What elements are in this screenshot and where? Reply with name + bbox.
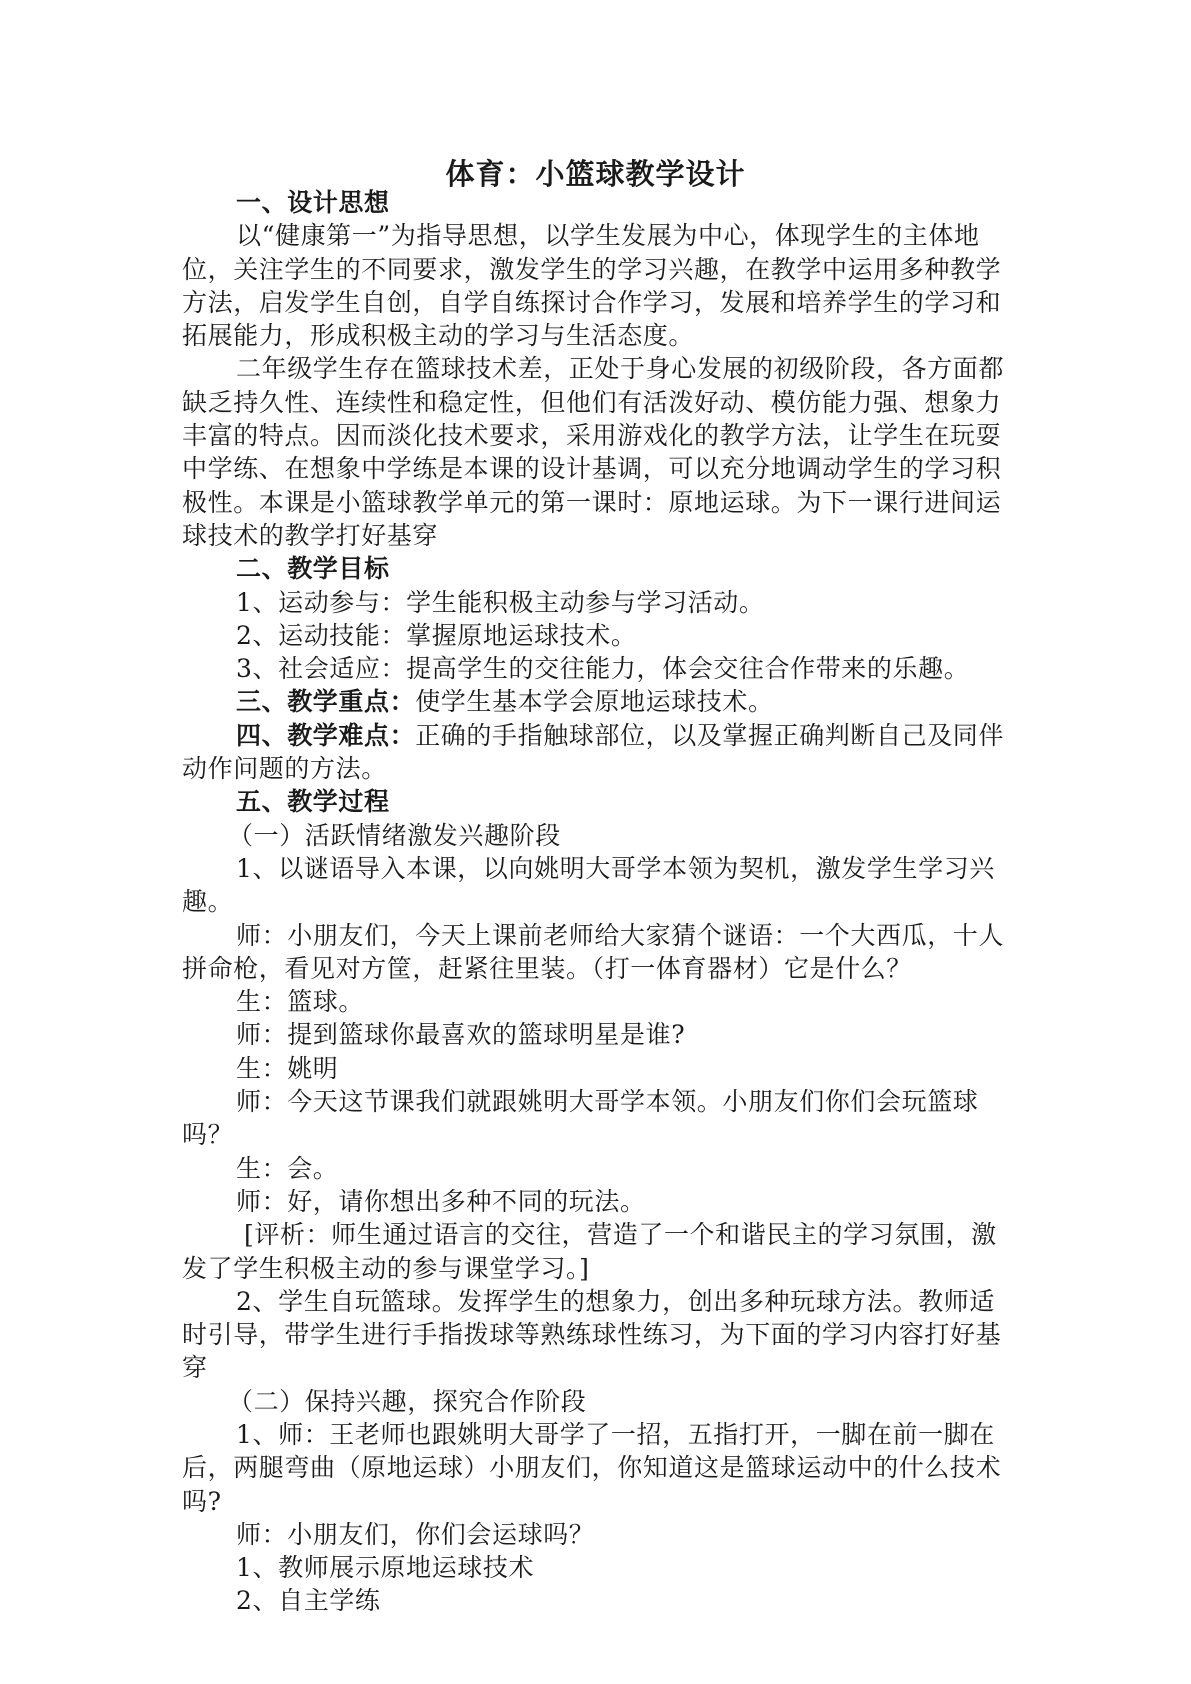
difficulty-text: 正确的手指触球部位，以及掌握正确判断自己及同伴动作问题的方法。 [182,720,1005,784]
paragraph: 2、学生自玩篮球。发挥学生的想象力，创出多种玩球方法。教师适时引导，带学生进行手指拨球等熟练球性练习，为下面的学习内容打好基穿 [182,1286,1002,1383]
list-item: 2、运动技能：掌握原地运球技术。 [236,620,637,650]
dialog-line: 师：小朋友们，你们会运球吗？ [236,1519,595,1549]
stage-heading: （二）保持兴趣，探究合作阶段 [228,1386,587,1416]
paragraph: 以“健康第一”为指导思想，以学生发展为中心，体现学生的主体地位，关注学生的不同要求，激发学生的学习兴趣，在教学中运用多种教学方法，启发学生自创，自学自练探讨合作学习，发展和培养学生的学习和拓展能力，形成积极主动的学习与生活态度。 [182,221,1002,351]
dialog-line: 生：会。 [236,1153,339,1183]
key-point-text: 使学生基本学会原地运球技术。 [415,687,774,717]
list-item: 1、运动参与：学生能积极主动参与学习活动。 [236,587,765,617]
dialog-line: 生：姚明 [236,1053,339,1083]
section-heading-goals: 二、教学目标 [236,554,390,584]
list-item: 2、自主学练 [236,1586,381,1616]
section-heading-difficulty: 四、教学难点： [236,720,416,750]
dialog-line: 师：小朋友们，今天上课前老师给大家猜个谜语：一个大西瓜，十人拼命枪，看见对方筐，赶紧往里装。（打一体育器材）它是什么？ [182,920,1005,983]
dialog-line: 生：篮球。 [236,987,365,1017]
analysis-note: [评析：师生通过语言的交往，营造了一个和谐民主的学习氛围，激发了学生积极主动的参与课堂学习。] [182,1220,997,1283]
paragraph: 1、师：王老师也跟姚明大哥学了一招，五指打开，一脚在前一脚在后，两腿弯曲（原地运球）小朋友们，你知道这是篮球运动中的什么技术吗? [182,1419,1002,1516]
dialog-line: 师：今天这节课我们就跟姚明大哥学本领。小朋友们你们会玩篮球吗？ [182,1087,979,1150]
list-item: 3、社会适应：提高学生的交往能力，体会交往合作带来的乐趣。 [236,654,970,684]
dialog-line: 师：好，请你想出多种不同的玩法。 [236,1186,646,1216]
dialog-line: 师：提到篮球你最喜欢的篮球明星是谁? [236,1020,686,1050]
difficulty [182,719,1018,786]
section-heading-key-point: 三、教学重点： [236,687,416,717]
list-item: 1、教师展示原地运球技术 [236,1553,535,1583]
stage-heading: （一）活跃情绪激发兴趣阶段 [228,820,561,850]
key-point [182,685,1018,718]
section-heading-process: 五、教学过程 [236,787,390,817]
document-body [182,186,1018,1618]
page-title: 体育：小篮球教学设计 [445,157,746,191]
paragraph: 二年级学生存在篮球技术差，正处于身心发展的初级阶段，各方面都缺乏持久性、连续性和稳定性，但他们有活泼好动、模仿能力强、想象力丰富的特点。因而淡化技术要求，采用游戏化的教学方法，让学生在玩耍中学练、在想象中学练是本课的设计基调，可以充分地调动学生的学习积极性。本课是小篮球教学单元的第一课时：原地运球。为下一课行进间运球技术的教学打好基穿 [182,354,1005,550]
paragraph: 1、以谜语导入本课，以向姚明大哥学本领为契机，激发学生学习兴趣。 [182,853,995,917]
section-heading-design-idea: 一、设计思想 [236,188,390,217]
